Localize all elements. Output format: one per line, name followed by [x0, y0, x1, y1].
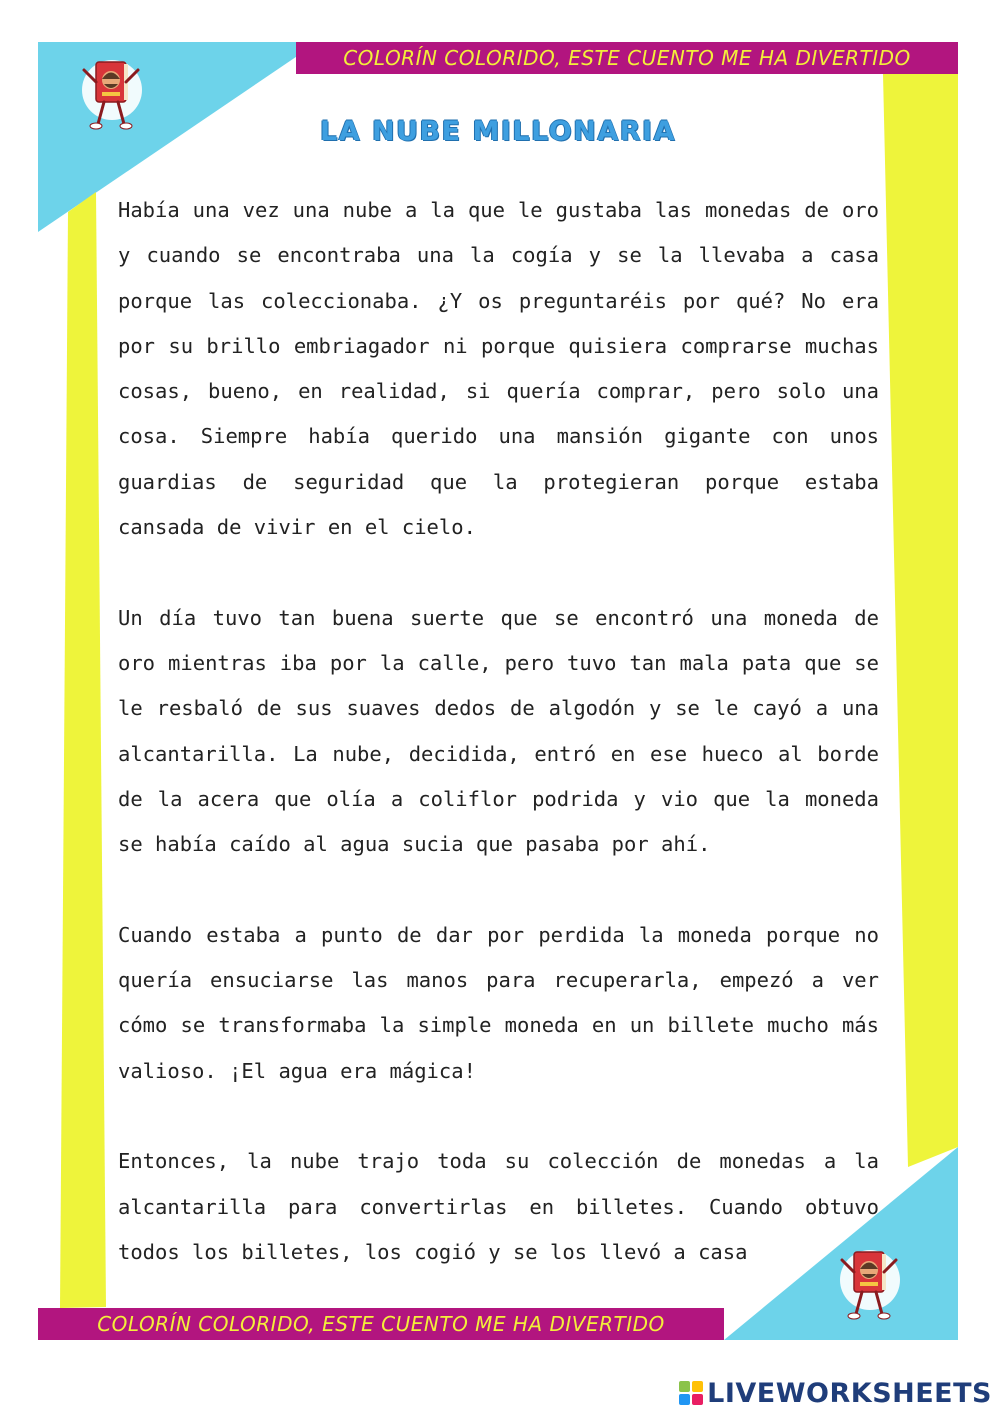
stripe-yellow-left [60, 192, 106, 1308]
brand-name: LIVEWORKSHEETS [707, 1377, 992, 1409]
liveworksheets-logo-icon [678, 1380, 704, 1406]
worksheet-page [38, 42, 958, 1340]
story-paragraph: Un día tuvo tan buena suerte que se encontró una moneda de oro mientras iba por la calle, pero tuvo tan mala pata que se le resbaló de sus suaves dedos de algodón y se le cayó a una alcantarilla. La nube, decidida, entró en ese hueco al borde de la acera que olía a coliflor podrida y vio que la moneda se había caído al agua sucia que pasaba por ahí. [118, 605, 879, 857]
banner-bottom-text: COLORÍN COLORIDO, ESTE CUENTO ME HA DIVERTIDO [97, 1312, 665, 1336]
story-paragraph: Entonces, la nube trajo toda su colección de monedas a la alcantarilla para convertirlas en billetes. Cuando obtuvo todos los billetes, los cogió y se los llevó a casa [118, 1149, 879, 1264]
stripe-yellow-right [883, 74, 958, 1167]
story-paragraph: Cuando estaba a punto de dar por perdida la moneda porque no quería ensuciarse las manos para recuperarla, empezó a ver cómo se transformaba la simple moneda en un billete mucho más valioso. ¡El agua era mágica! [118, 922, 879, 1083]
story-paragraph: Había una vez una nube a la que le gustaba las monedas de oro y cuando se encontraba una la cogía y se la llevaba a casa porque las coleccionaba. ¿Y os preguntaréis por qué? No era por su brillo embriagador ni porque quisiera comprarse muchas cosas, bueno, en realidad, si quería comprar, pero solo una cosa. Siempre había querido una mansión gigante con unos guardias de seguridad que la protegieran porque estaba cansada de vivir en el cielo. [118, 198, 879, 540]
liveworksheets-brand[interactable] [678, 1376, 992, 1410]
banner-top-text: COLORÍN COLORIDO, ESTE CUENTO ME HA DIVERTIDO [343, 46, 911, 70]
page-title: LA NUBE MILLONARIA [320, 116, 676, 147]
story-text [118, 188, 879, 1320]
